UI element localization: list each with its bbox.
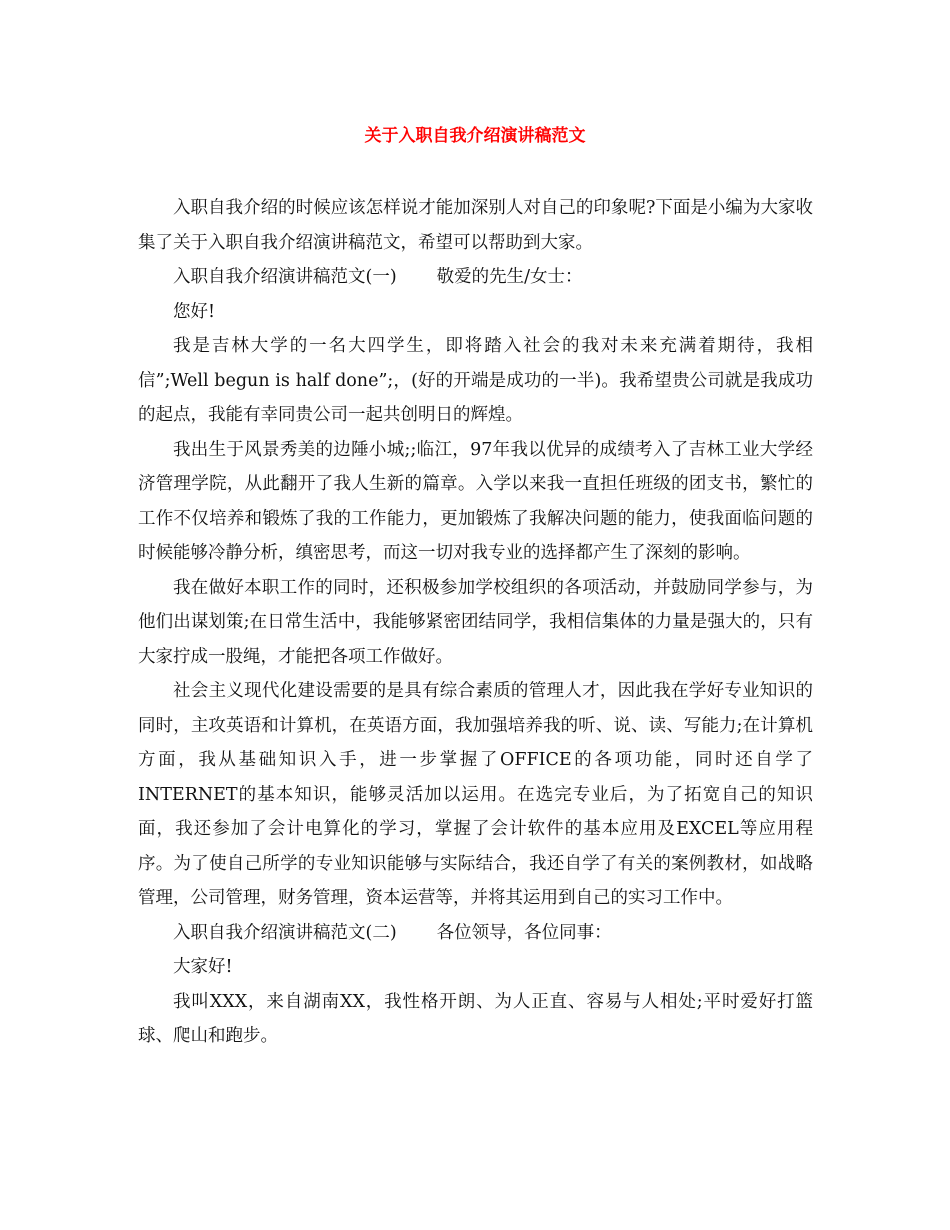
document-title: 关于入职自我介绍演讲稿范文 [364, 126, 586, 146]
section-2-heading-line [138, 916, 813, 951]
paragraph-background: 我出生于风景秀美的边陲小城;;临江，97年我以优异的成绩考入了吉林工业大学经济管理学院，从此翻开了我人生新的篇章。入学以来我一直担任班级的团支书，繁忙的工作不仅培养和锻炼了我的工作能力，更加锻炼了我解决问题的能力，使我面临问题的时候能够冷静分析，缜密思考，而这一切对我专业的选择都产生了深刻的影响。 [138, 439, 813, 563]
paragraph-activities: 我在做好本职工作的同时，还积极参加学校组织的各项活动，并鼓励同学参与，为他们出谋划策;在日常生活中，我能够紧密团结同学，我相信集体的力量是强大的，只有大家拧成一股绳，才能把各项工作做好。 [138, 577, 813, 667]
paragraph-motto: 我是吉林大学的一名大四学生，即将踏入社会的我对未来充满着期待，我相信”;Well begun is half done”;，(好的开端是成功的一半)。我希望贵公司就是我成功的起点，我能有幸同贵公司一起共创明日的辉煌。 [138, 336, 813, 425]
section-1-salutation: 敬爱的先生/女士： [436, 267, 583, 287]
section-1-heading: 入职自我介绍演讲稿范文(一) [173, 267, 397, 287]
document-body [138, 191, 813, 1054]
section-2-heading: 入职自我介绍演讲稿范文(二) [173, 922, 397, 943]
section-2-greeting: 大家好! [173, 957, 233, 977]
paragraph-introduction: 我叫XXX，来自湖南XX，我性格开朗、为人正直、容易与人相处;平时爱好打篮球、爬山和跑步。 [138, 991, 813, 1046]
intro-paragraph: 入职自我介绍的时候应该怎样说才能加深别人对自己的印象呢?下面是小编为大家收集了关于入职自我介绍演讲稿范文，希望可以帮助到大家。 [138, 198, 813, 253]
section-1-greeting: 您好! [173, 301, 216, 322]
paragraph-skills: 社会主义现代化建设需要的是具有综合素质的管理人才，因此我在学好专业知识的同时，主攻英语和计算机，在英语方面，我加强培养我的听、说、读、写能力;在计算机方面，我从基础知识入手，进一步掌握了OFFICE的各项功能，同时还自学了INTERNET的基本知识，能够灵活加以运用。在选完专业后，为了拓宽自己的知识面，我还参加了会计电算化的学习，掌握了会计软件的基本应用及EXCEL等应用程序。为了使自己所学的专业知识能够与实际结合，我还自学了有关的案例教材，如战略管理，公司管理，财务管理，资本运营等，并将其运用到自己的实习工作中。 [138, 681, 813, 908]
section-1-heading-line [138, 260, 813, 295]
section-2-salutation: 各位领导，各位同事： [436, 922, 612, 943]
